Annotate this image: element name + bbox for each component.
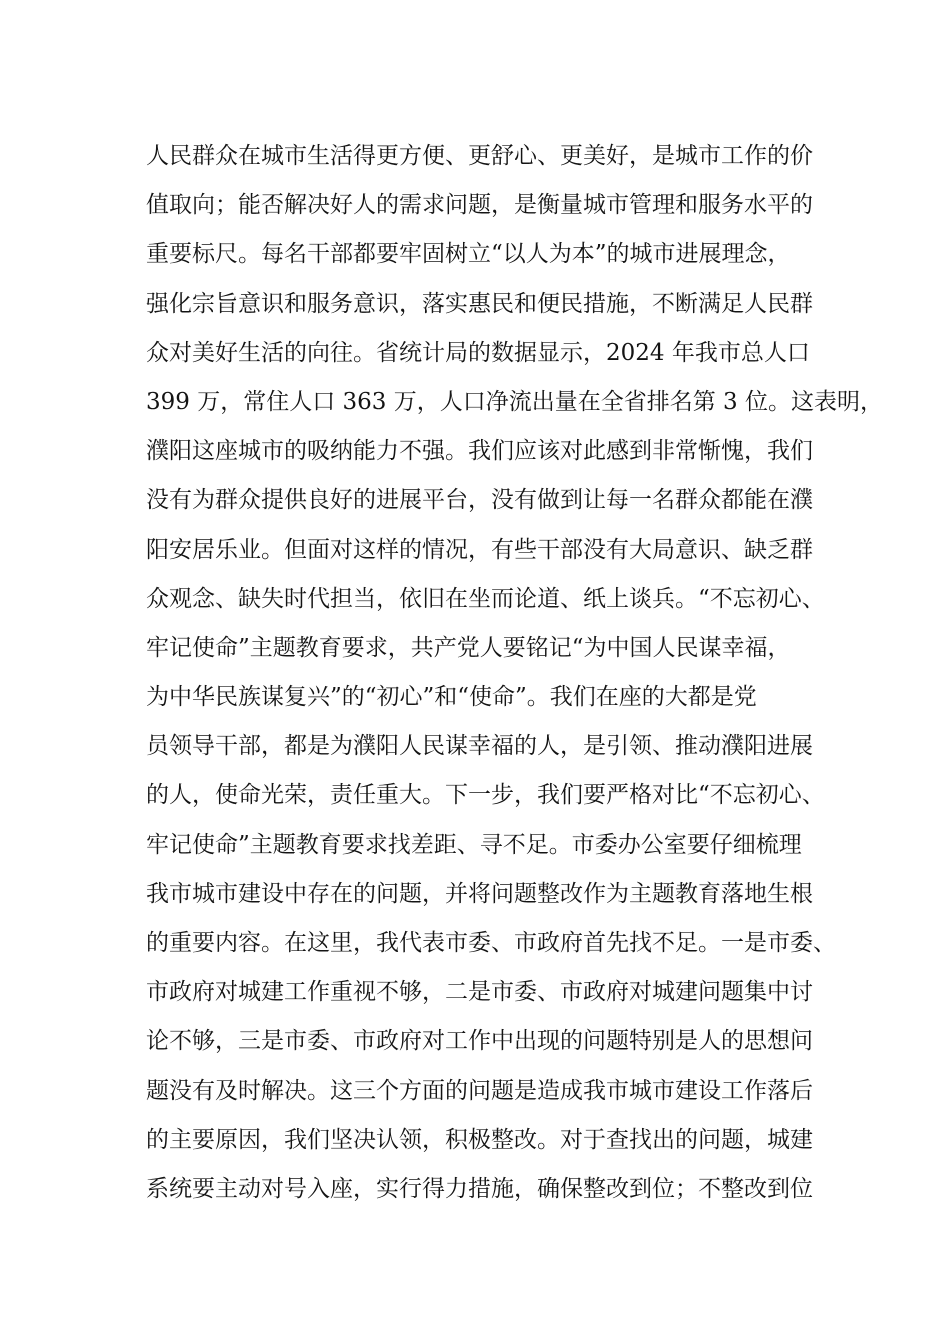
text-line: 系统要主动对号入座，实行得力措施，确保整改到位；不整改到位 — [146, 1175, 813, 1202]
text-line: 强化宗旨意识和服务意识，落实惠民和便民措施，不断满足人民群 — [146, 290, 813, 317]
text-line: 人民群众在城市生活得更方便、更舒心、更美好，是城市工作的价 — [146, 143, 813, 169]
text-line: 员领导干部，都是为濮阳人民谋幸福的人，是引领、推动濮阳进展 — [146, 733, 813, 760]
text-line: 众对美好生活的向往。省统计局的数据显示，2024 年我市总人口 — [146, 339, 810, 366]
text-line: 题没有及时解决。这三个方面的问题是造成我市城市建设工作落后 — [146, 1077, 813, 1104]
text-line: 市政府对城建工作重视不够，二是市委、市政府对城建问题集中讨 — [146, 979, 813, 1006]
body-paragraph — [146, 132, 883, 1214]
text-line: 的人，使命光荣，责任重大。下一步，我们要严格对比“不忘初心、 — [146, 782, 825, 809]
text-line: 没有为群众提供良好的进展平台，没有做到让每一名群众都能在濮 — [146, 487, 813, 514]
text-line: 论不够，三是市委、市政府对工作中出现的问题特别是人的思想问 — [146, 1028, 813, 1055]
text-line: 值取向；能否解决好人的需求问题，是衡量城市管理和服务水平的 — [146, 192, 813, 219]
text-line: 阳安居乐业。但面对这样的情况，有些干部没有大局意识、缺乏群 — [146, 536, 813, 563]
text-line: 牢记使命”主题教育要求找差距、寻不足。市委办公室要仔细梳理 — [146, 831, 802, 858]
text-line: 我市城市建设中存在的问题，并将问题整改作为主题教育落地生根 — [146, 880, 813, 907]
text-line: 重要标尺。每名干部都要牢固树立“以人为本”的城市进展理念， — [146, 241, 791, 268]
text-line: 牢记使命”主题教育要求，共产党人要铭记“为中国人民谋幸福， — [146, 634, 791, 661]
text-line: 为中华民族谋复兴”的“初心”和“使命”。我们在座的大都是党 — [146, 684, 757, 711]
text-line: 的主要原因，我们坚决认领，积极整改。对于查找出的问题，城建 — [146, 1126, 813, 1153]
text-line: 的重要内容。在这里，我代表市委、市政府首先找不足。一是市委、 — [146, 930, 836, 956]
text-line: 众观念、缺失时代担当，依旧在坐而论道、纸上谈兵。“不忘初心、 — [146, 585, 825, 612]
text-line: 濮阳这座城市的吸纳能力不强。我们应该对此感到非常惭愧，我们 — [146, 438, 813, 465]
text-line: 399 万，常住人口 363 万，人口净流出量在全省排名第 3 位。这表明， — [146, 388, 883, 415]
